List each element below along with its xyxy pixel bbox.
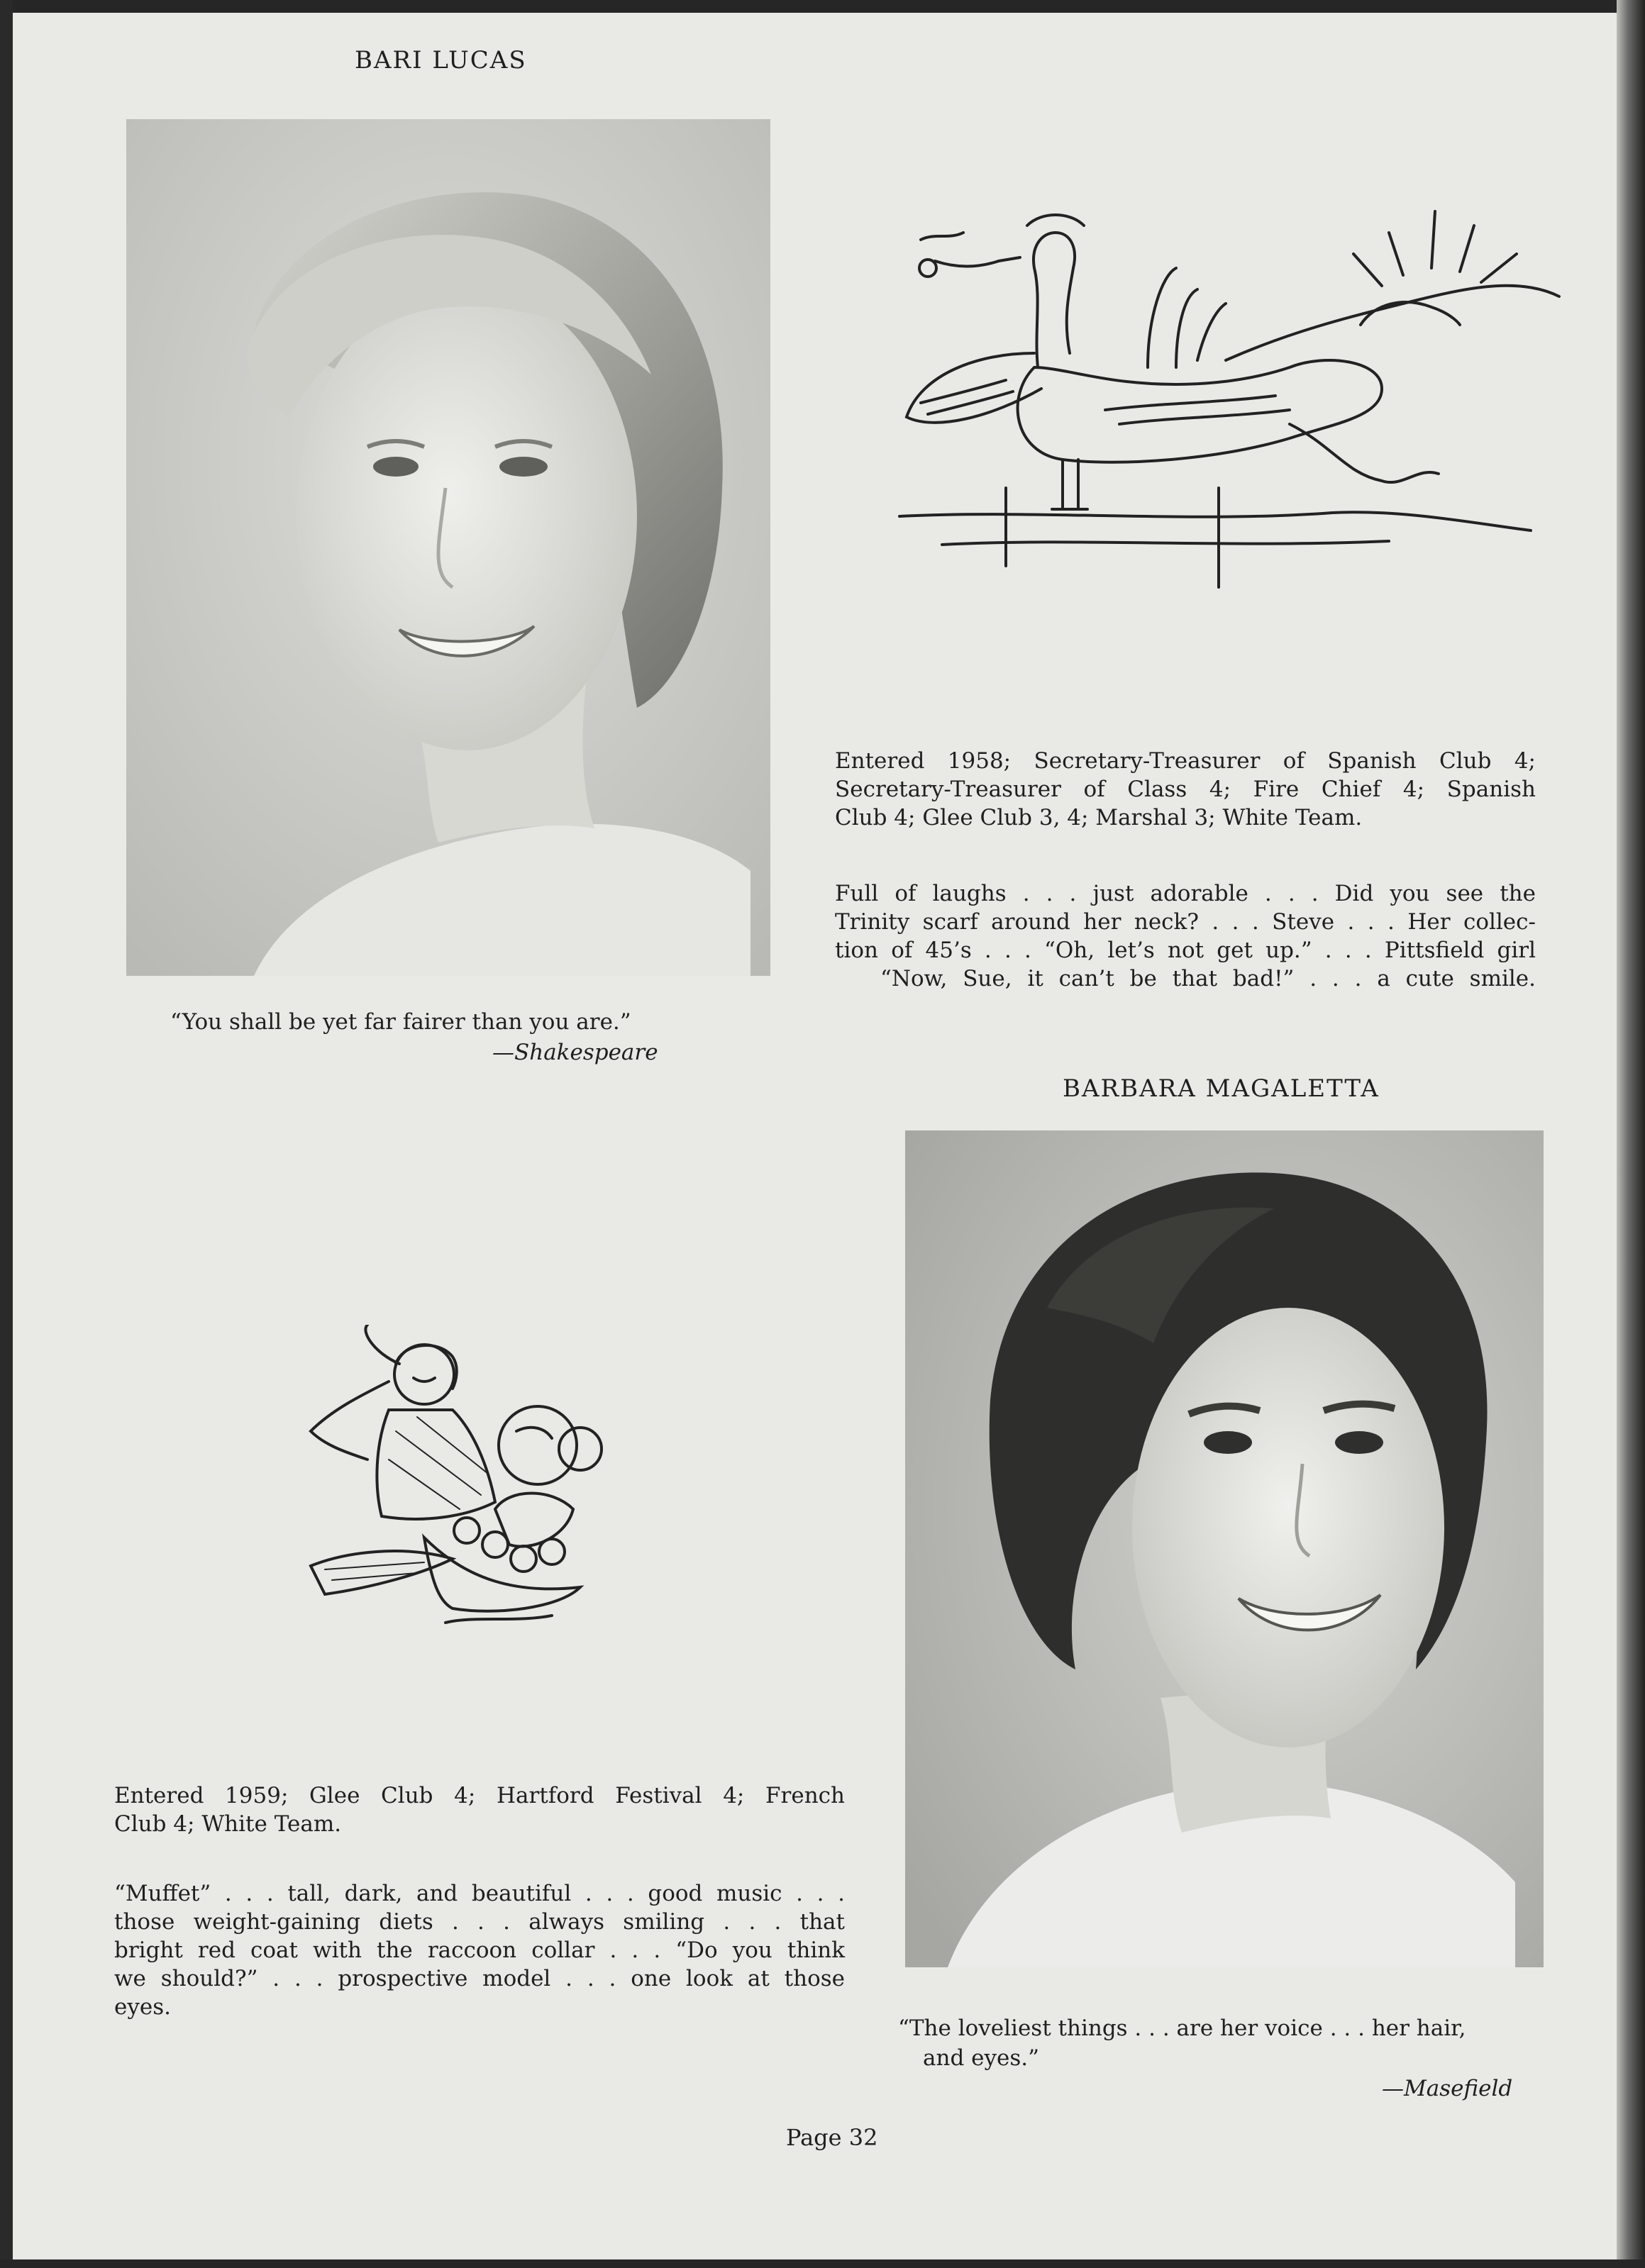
description-line: eyes.: [114, 1994, 171, 2020]
description-line: we should?” . . . prospective model . . . one look at those: [114, 1966, 845, 1991]
bird-on-fence-sketch-icon: [892, 190, 1573, 601]
description-line: bright red coat with the raccoon collar . . . “Do you think: [114, 1938, 845, 1963]
student-quote: “The loveliest things . . . are her voice . . . her hair,: [898, 2016, 1466, 2041]
scan-border-right: [1617, 0, 1645, 2268]
activities-line: Entered 1958; Secretary-Treasurer of Spanish Club 4;: [835, 748, 1536, 774]
portrait-photo-barbara-magaletta: [905, 1130, 1544, 1967]
student-name: BARBARA MAGALETTA: [1063, 1074, 1380, 1103]
student-activities: [114, 1781, 845, 1838]
girl-with-poodle-sketch: [282, 1325, 623, 1651]
page-number: Page 32: [786, 2124, 878, 2151]
bird-on-fence-sketch: [892, 190, 1573, 601]
description-line: “Now, Sue, it can’t be that bad!” . . . a cute smile.: [880, 966, 1536, 991]
quote-author: —Masefield: [1382, 2076, 1513, 2101]
activities-line: Secretary-Treasurer of Class 4; Fire Chief 4; Spanish: [835, 777, 1536, 802]
description-line: Trinity scarf around her neck? . . . Steve . . . Her collec-: [835, 909, 1536, 935]
girl-with-poodle-sketch-icon: [282, 1325, 623, 1651]
scan-border-left: [0, 0, 13, 2268]
description-line: “Muffet” . . . tall, dark, and beautiful . . . good music . . .: [114, 1881, 845, 1906]
activities-line: Entered 1959; Glee Club 4; Hartford Festival 4; French: [114, 1783, 845, 1808]
description-line: those weight-gaining diets . . . always smiling . . . that: [114, 1909, 845, 1935]
scan-border-bottom: [0, 2259, 1645, 2268]
activities-line: Club 4; White Team.: [114, 1811, 342, 1837]
student-description: [114, 1879, 845, 2021]
quote-author: —Shakespeare: [492, 1040, 658, 1065]
yearbook-page: [13, 13, 1617, 2261]
portrait-photo-bari-lucas: [126, 119, 770, 976]
portrait-photo-icon: [126, 119, 770, 976]
student-description: [835, 879, 1536, 993]
student-quote: and eyes.”: [923, 2045, 1039, 2071]
description-line: Full of laughs . . . just adorable . . . Did you see the: [835, 881, 1536, 906]
student-activities: [835, 747, 1536, 832]
student-quote: “You shall be yet far fairer than you are.”: [170, 1009, 631, 1035]
description-line: tion of 45’s . . . “Oh, let’s not get up.” . . . Pittsfield girl: [835, 938, 1536, 963]
scan-border-top: [0, 0, 1645, 13]
student-name: BARI LUCAS: [355, 46, 527, 74]
activities-line: Club 4; Glee Club 3, 4; Marshal 3; White Team.: [835, 805, 1363, 830]
portrait-photo-icon: [905, 1130, 1544, 1967]
